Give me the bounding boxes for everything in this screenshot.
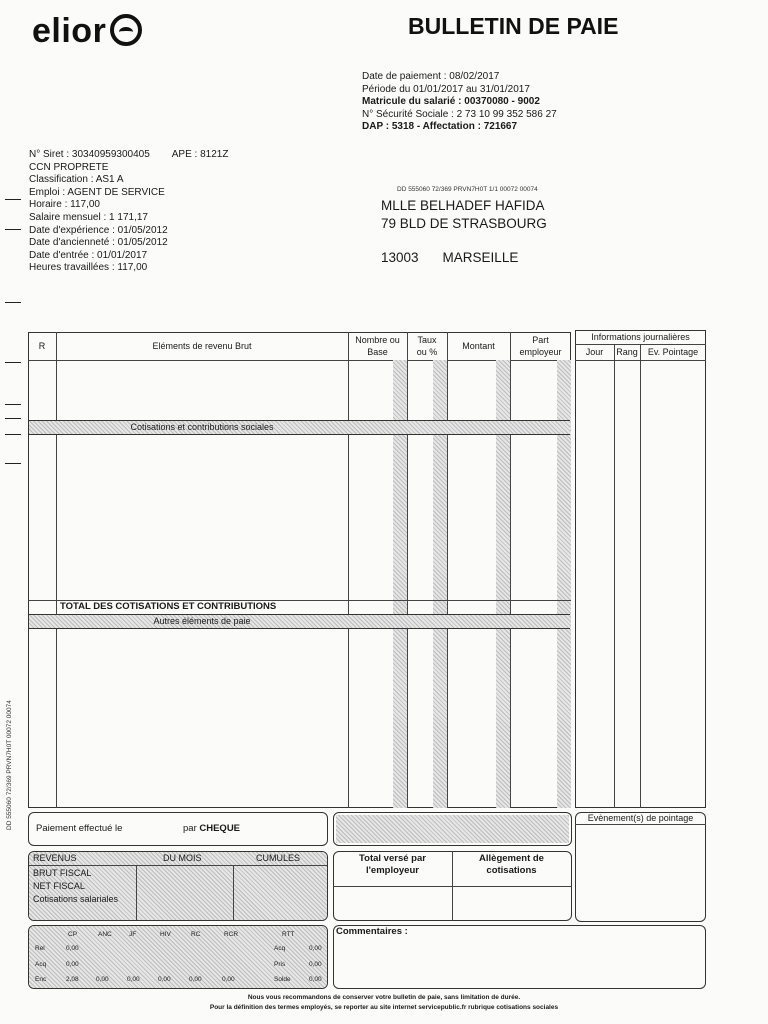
payment-date: Date de paiement : 08/02/2017 — [362, 71, 500, 82]
seniority-date: Date d'ancienneté : 01/05/2012 — [29, 237, 168, 249]
fold-mark — [5, 418, 21, 419]
payment-amount-shading — [336, 815, 569, 843]
fold-mark — [5, 404, 21, 405]
worked-hours: Heures travaillées : 117,00 — [29, 262, 148, 274]
dap-assignment: DAP : 5318 - Affectation : 721667 — [362, 121, 518, 133]
siret-line: N° Siret : 30340959300405 APE : 8121Z — [29, 149, 229, 160]
column-divider — [447, 332, 448, 808]
leave-header: JF — [129, 931, 137, 938]
column-divider — [56, 332, 57, 808]
leave-row-label: Rel — [35, 945, 45, 952]
classification: Classification : AS1 A — [29, 174, 124, 186]
recipient-name: MLLE BELHADEF HAFIDA — [381, 198, 545, 213]
events-label: Evènement(s) de pointage — [587, 813, 694, 823]
daily-info-ev: Ev. Pointage — [647, 347, 699, 357]
table-header-divider — [28, 360, 571, 361]
comments-label: Commentaires : — [336, 926, 408, 937]
revenus-cumules: CUMULES — [256, 853, 301, 863]
daily-info-col — [640, 344, 641, 808]
total-verse-label: Total versé par l'employeur — [359, 853, 426, 876]
column-divider — [407, 332, 408, 808]
elior-swirl-icon — [110, 14, 142, 46]
revenus-col — [233, 865, 234, 920]
leave-value: 0,00 — [66, 961, 79, 968]
leave-header: ANC — [98, 931, 112, 938]
footer-line-1: Nous vous recommandons de conserver votre bulletin de paie, sans limitation de durée. — [247, 994, 521, 1001]
revenus-brut-fiscal: BRUT FISCAL — [33, 868, 92, 878]
revenus-net-fiscal: NET FISCAL — [33, 881, 85, 891]
col-header-taux: Taux ou % — [416, 335, 438, 357]
footer-line-2: Pour la définition des termes employés, se reporter au site internet servicepublic.fr rubrique cotisations sociales — [209, 1004, 559, 1011]
leave-header: RTT — [282, 931, 295, 938]
col-header-part: Part employeur — [519, 335, 562, 357]
leave-value: 0,00 — [66, 945, 79, 952]
revenus-col — [136, 865, 137, 920]
employee-number: Matricule du salarié : 00370080 - 9002 — [362, 96, 540, 108]
payment-method: par CHEQUE — [183, 823, 241, 834]
daily-info-rang: Rang — [616, 347, 638, 357]
earnings-table — [28, 332, 571, 808]
pay-period: Période du 01/01/2017 au 31/01/2017 — [362, 83, 530, 95]
payment-done-label: Paiement effectué le — [36, 823, 123, 834]
rtt-label: Solde — [274, 976, 291, 983]
recipient-city-line: 13003 MARSEILLE — [381, 250, 519, 265]
leave-value: 0,00 — [222, 976, 235, 983]
column-divider — [348, 332, 349, 808]
revenus-title: REVENUS — [33, 853, 77, 863]
leave-value: 0,00 — [96, 976, 109, 983]
job-title: Emploi : AGENT DE SERVICE — [29, 186, 165, 198]
fold-mark — [5, 463, 21, 464]
experience-date: Date d'expérience : 01/05/2012 — [29, 224, 168, 236]
fold-mark — [5, 302, 21, 303]
rtt-label: Acq — [274, 945, 286, 952]
column-divider — [510, 332, 511, 808]
leave-row-label: Acq — [35, 961, 47, 968]
hours-schedule: Horaire : 117,00 — [29, 199, 100, 211]
rtt-value: 0,00 — [309, 976, 322, 983]
fold-mark — [5, 199, 21, 200]
leave-header: RCR — [224, 931, 239, 938]
cotisations-label: Cotisations et contributions sociales — [130, 422, 274, 432]
payment-info — [362, 71, 557, 134]
leave-value: 0,00 — [189, 976, 202, 983]
rtt-label: Pris — [274, 961, 286, 968]
leave-value: 2,08 — [66, 976, 79, 983]
employer-totals-divider — [333, 886, 572, 887]
elior-logo: elior — [32, 10, 142, 51]
revenus-divider — [29, 865, 327, 866]
revenus-cotisations: Cotisations salariales — [33, 894, 119, 904]
allegement-label: Allègement de cotisations — [479, 853, 544, 876]
social-security-number: N° Sécurité Sociale : 2 73 10 99 352 586 27 — [362, 108, 557, 120]
side-reference: DD 555060 72/369 PRVN7H0T 00072 00074 — [6, 700, 13, 830]
fold-mark — [5, 362, 21, 363]
employee-info — [29, 149, 228, 275]
leave-header: RC — [191, 931, 201, 938]
daily-info-col — [614, 344, 615, 808]
leave-value: 0,00 — [127, 976, 140, 983]
rtt-value: 0,00 — [309, 961, 322, 968]
events-box — [575, 812, 706, 922]
col-header-montant: Montant — [462, 341, 495, 351]
daily-info-jour: Jour — [585, 347, 604, 357]
events-divider — [575, 824, 706, 825]
payment-amount-box — [333, 812, 572, 846]
col-header-r: R — [38, 341, 46, 351]
monthly-salary: Salaire mensuel : 1 171,17 — [29, 211, 148, 223]
document-title: BULLETIN DE PAIE — [408, 13, 619, 39]
mailing-reference: DD 555060 72/369 PRVN7H0T 1/1 00072 00074 — [397, 186, 538, 193]
col-header-elements: Eléments de revenu Brut — [152, 341, 252, 351]
recipient-street: 79 BLD DE STRASBOURG — [381, 216, 547, 231]
leave-header: CP — [68, 931, 78, 938]
leave-value: 0,00 — [158, 976, 171, 983]
revenus-du-mois: DU MOIS — [163, 853, 202, 863]
col-header-nombre: Nombre ou Base — [355, 335, 400, 357]
entry-date: Date d'entrée : 01/01/2017 — [29, 249, 148, 261]
fold-mark — [5, 434, 21, 435]
autres-label: Autres éléments de paie — [153, 616, 251, 626]
leave-header: HIV — [160, 931, 171, 938]
total-cotisations-label: TOTAL DES COTISATIONS ET CONTRIBUTIONS — [60, 601, 277, 612]
ccn: CCN PROPRETE — [29, 161, 109, 173]
fold-mark — [5, 229, 21, 230]
daily-info-title: Informations journalières — [591, 332, 690, 342]
rtt-value: 0,00 — [309, 945, 322, 952]
leave-row-label: Enc — [35, 976, 47, 983]
